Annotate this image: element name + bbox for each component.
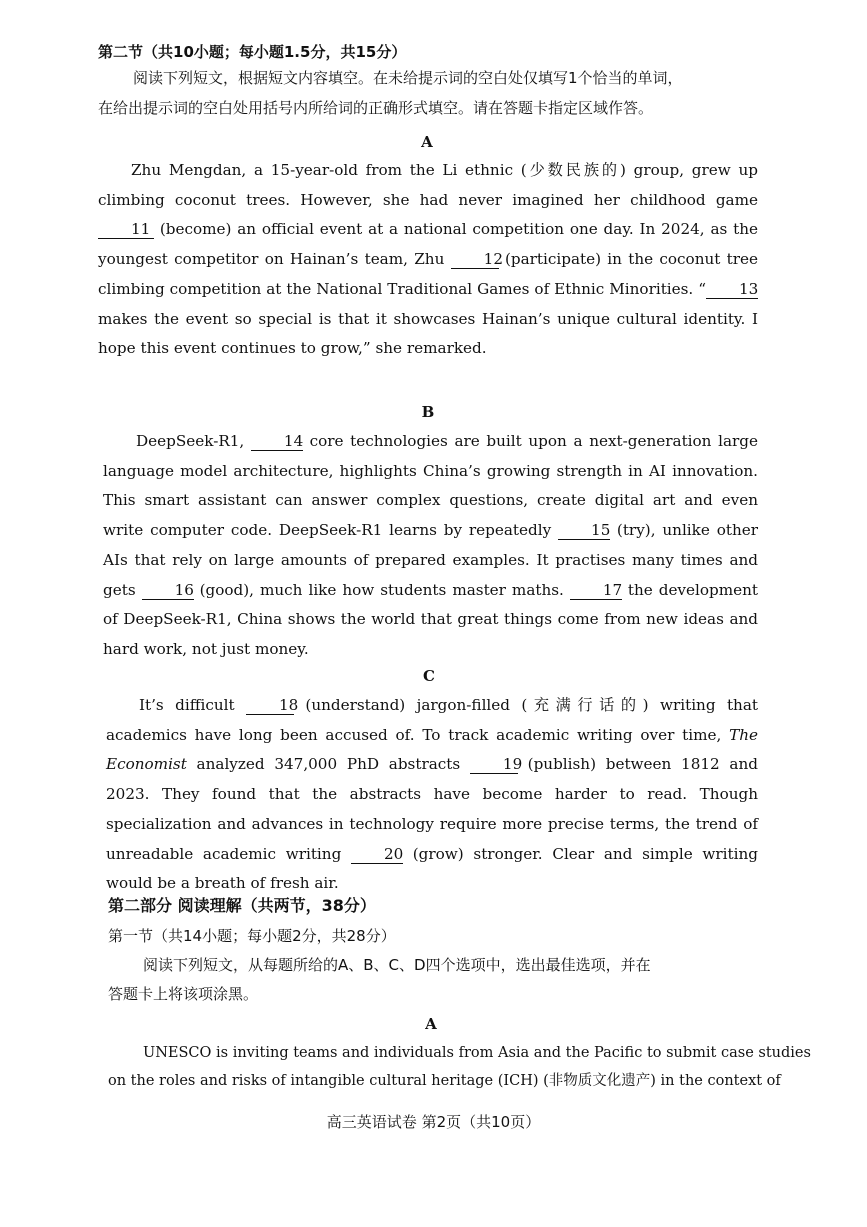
passage-a-segment: Zhu Mengdan, a 15-year-old from the Li ethnic (少数民族的) group, grew up climbing coconut trees. However, she had never imagined her childhood game — [98, 161, 758, 209]
page-footer: 高三英语试卷 第2页（共10页） — [326, 1113, 541, 1131]
passage-c-letter: C — [423, 667, 435, 685]
answer-blank-19[interactable]: 19 — [470, 756, 518, 774]
passage-a-segment: (participate) in the coconut tree climbing competition at the National Traditional Games of Ethnic Minorities. “ — [98, 250, 758, 298]
passage-b-segment: (good), much like how students master maths. — [193, 580, 570, 599]
passage-a-text — [98, 156, 758, 364]
passage-b-segment: core technologies are built upon a next-generation large language model architecture, highlights China’s growing strength in AI innovation. This smart assistant can answer complex questions, create digital art and even write computer code. DeepSeek-R1 learns by repeatedly — [103, 432, 758, 540]
answer-blank-17[interactable]: 17 — [570, 582, 622, 600]
answer-blank-13[interactable]: 13 — [706, 281, 758, 299]
answer-blank-15[interactable]: 15 — [558, 522, 610, 540]
section-heading: 第二节（共10小题；每小题1.5分，共15分） — [98, 43, 407, 61]
answer-blank-18[interactable]: 18 — [246, 697, 294, 715]
answer-blank-16[interactable]: 16 — [142, 582, 194, 600]
part-instructions-line-1: 阅读下列短文，从每题所给的A、B、C、D四个选项中，选出最佳选项，并在 — [143, 956, 651, 974]
answer-blank-14[interactable]: 14 — [251, 433, 303, 451]
part-instructions-line-2: 答题卡上将该项涂黑。 — [108, 985, 259, 1003]
passage-a-segment: makes the event so special is that it showcases Hainan’s unique cultural identity. I hope this event continues to grow,” she remarked. — [98, 309, 758, 358]
passage-b-segment: the development of DeepSeek-R1, China shows the world that great things come from new ideas and hard work, not just money. — [103, 580, 759, 658]
passage-b-letter: B — [421, 403, 435, 421]
reading-a-line-2: on the roles and risks of intangible cultural heritage (ICH) (非物质文化遗产) in the context of — [108, 1073, 781, 1089]
section-instructions-line-2: 在给出提示词的空白处用括号内所给词的正确形式填空。请在答题卡指定区域作答。 — [98, 99, 654, 117]
passage-b-text — [103, 427, 758, 665]
passage-b-segment: DeepSeek-R1, — [136, 432, 251, 450]
passage-c-segment: (publish) between 1812 and 2023. They found that the abstracts have become harder to read. Though specialization and advances in technology require more precise terms, the trend of unreadable academic writing — [106, 755, 758, 863]
passage-c-segment: (understand) jargon-filled (充满行话的) writing that academics have long been accused of. To track academic writing over time, — [106, 696, 758, 744]
passage-c-text — [106, 691, 758, 899]
part-section-heading: 第一节（共14小题；每小题2分，共28分） — [108, 927, 396, 945]
reading-a-line-1: UNESCO is inviting teams and individuals from Asia and the Pacific to submit case studies — [143, 1045, 811, 1061]
passage-b-segment: (try), unlike other AIs that rely on large amounts of prepared examples. It practises many times and gets — [103, 521, 758, 599]
passage-c-segment: It’s difficult — [139, 696, 246, 714]
answer-blank-12[interactable]: 12 — [451, 251, 499, 269]
publication-title: The Economist — [106, 725, 758, 774]
section-instructions-line-1: 阅读下列短文，根据短文内容填空。在未给提示词的空白处仅填写1个恰当的单词， — [133, 69, 683, 87]
passage-c-segment: (grow) stronger. Clear and simple writing would be a breath of fresh air. — [106, 844, 758, 893]
passage-a-segment: (become) an official event at a national competition one day. In 2024, as the youngest competitor on Hainan’s team, Zhu — [98, 220, 758, 269]
passage-c-segment: analyzed 347,000 PhD abstracts — [186, 755, 470, 774]
passage-a-letter: A — [421, 133, 433, 151]
part-heading: 第二部分 阅读理解（共两节，38分） — [108, 896, 376, 915]
answer-blank-20[interactable]: 20 — [351, 846, 403, 864]
reading-a-letter: A — [425, 1015, 437, 1033]
answer-blank-11[interactable]: 11 — [98, 221, 154, 239]
